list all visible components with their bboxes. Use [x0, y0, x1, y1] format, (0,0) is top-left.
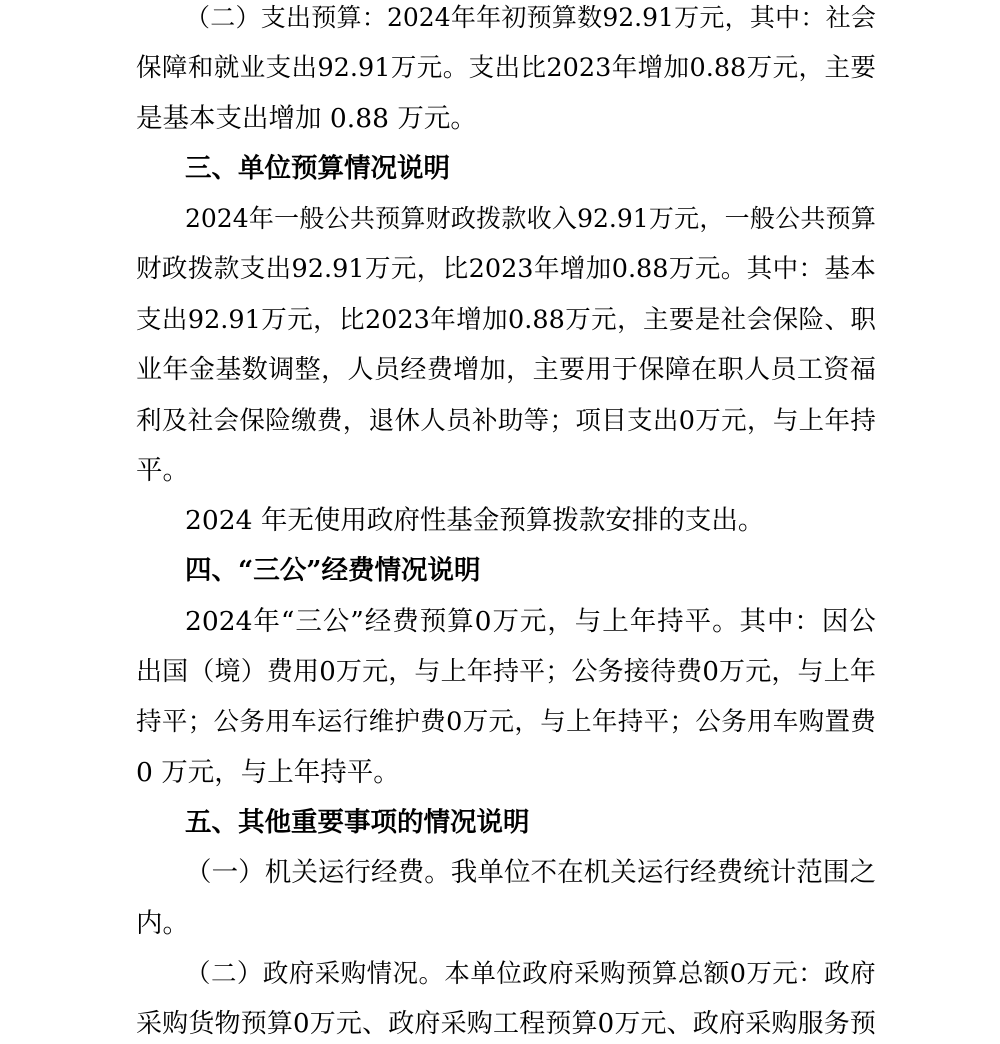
- paragraph-unit-budget-line-4: 业 年 金 基 数 调 整 ， 人 员 经 费 增 加 ， 主 要 用 于 保 障 在 职 人 员 工 资 福: [136, 355, 876, 385]
- paragraph-three-public-line-3: 持 平 ； 公 务 用 车 运 行 维 护 费 0 万 元 ， 与 上 年 持 平 ； 公 务 用 车 购 置 费: [136, 707, 876, 737]
- paragraph-expenditure-budget-line-1: （ 二 ） 支 出 预 算 ： 2024 年 年 初 预 算 数 92.91 万 元 ， 其 中 ： 社 会: [185, 3, 876, 32]
- paragraph-unit-budget-line-2: 财 政 拨 款 支 出 92.91 万 元 ， 比 2023 年 增 加 0.88 万 元 。 其 中 ： 基 本: [136, 254, 876, 284]
- paragraph-unit-budget-line-1: 2024 年 一 般 公 共 预 算 财 政 拨 款 收 入 92.91 万 元 ， 一 般 公 共 预 算: [185, 204, 876, 233]
- paragraph-unit-budget-line-6: 平。: [136, 455, 189, 486]
- paragraph-operating-costs-line-2: 内。: [136, 908, 189, 939]
- paragraph-three-public-line-4: 0 万元，与上年持平。: [136, 757, 400, 788]
- paragraph-three-public-line-2: 出 国 （ 境 ） 费 用 0 万 元 ， 与 上 年 持 平 ； 公 务 接 待 费 0 万 元 ， 与 上 年: [136, 657, 876, 687]
- paragraph-unit-budget-line-5: 利 及 社 会 保 险 缴 费 ， 退 休 人 员 补 助 等 ； 项 目 支 出 0 万 元 ， 与 上 年 持: [136, 406, 876, 436]
- paragraph-procurement-line-2: 采 购 货 物 预 算 0 万 元 、 政 府 采 购 工 程 预 算 0 万 元 、 政 府 采 购 服 务 预: [136, 1009, 876, 1039]
- section-heading-other-matters: 五、其他重要事项的情况说明: [185, 807, 530, 838]
- paragraph-unit-budget-line-3: 支 出 92.91 万 元 ， 比 2023 年 增 加 0.88 万 元 ， 主 要 是 社 会 保 险 、 职: [136, 305, 876, 335]
- paragraph-government-fund: 2024 年无使用政府性基金预算拨款安排的支出。: [185, 505, 765, 536]
- paragraph-expenditure-budget-line-2: 保 障 和 就 业 支 出 92.91 万 元 。 支 出 比 2023 年 增 加 0.88 万 元 ， 主 要: [136, 53, 876, 83]
- section-heading-three-public: 四、“三公”经费情况说明: [185, 555, 481, 586]
- paragraph-operating-costs-line-1: （ 一 ） 机 关 运 行 经 费 。 我 单 位 不 在 机 关 运 行 经 费 统 计 范 围 之: [185, 857, 876, 888]
- section-heading-unit-budget: 三、单位预算情况说明: [185, 153, 450, 184]
- paragraph-expenditure-budget-line-3: 是基本支出增加 0.88 万元。: [136, 103, 477, 134]
- paragraph-procurement-line-1: （ 二 ） 政 府 采 购 情 况 。 本 单 位 政 府 采 购 预 算 总 额 0 万 元 ： 政 府: [185, 959, 876, 989]
- paragraph-three-public-line-1: 2024 年 “ 三 公 ” 经 费 预 算 0 万 元 ， 与 上 年 持 平 。 其 中 ： 因 公: [185, 606, 876, 637]
